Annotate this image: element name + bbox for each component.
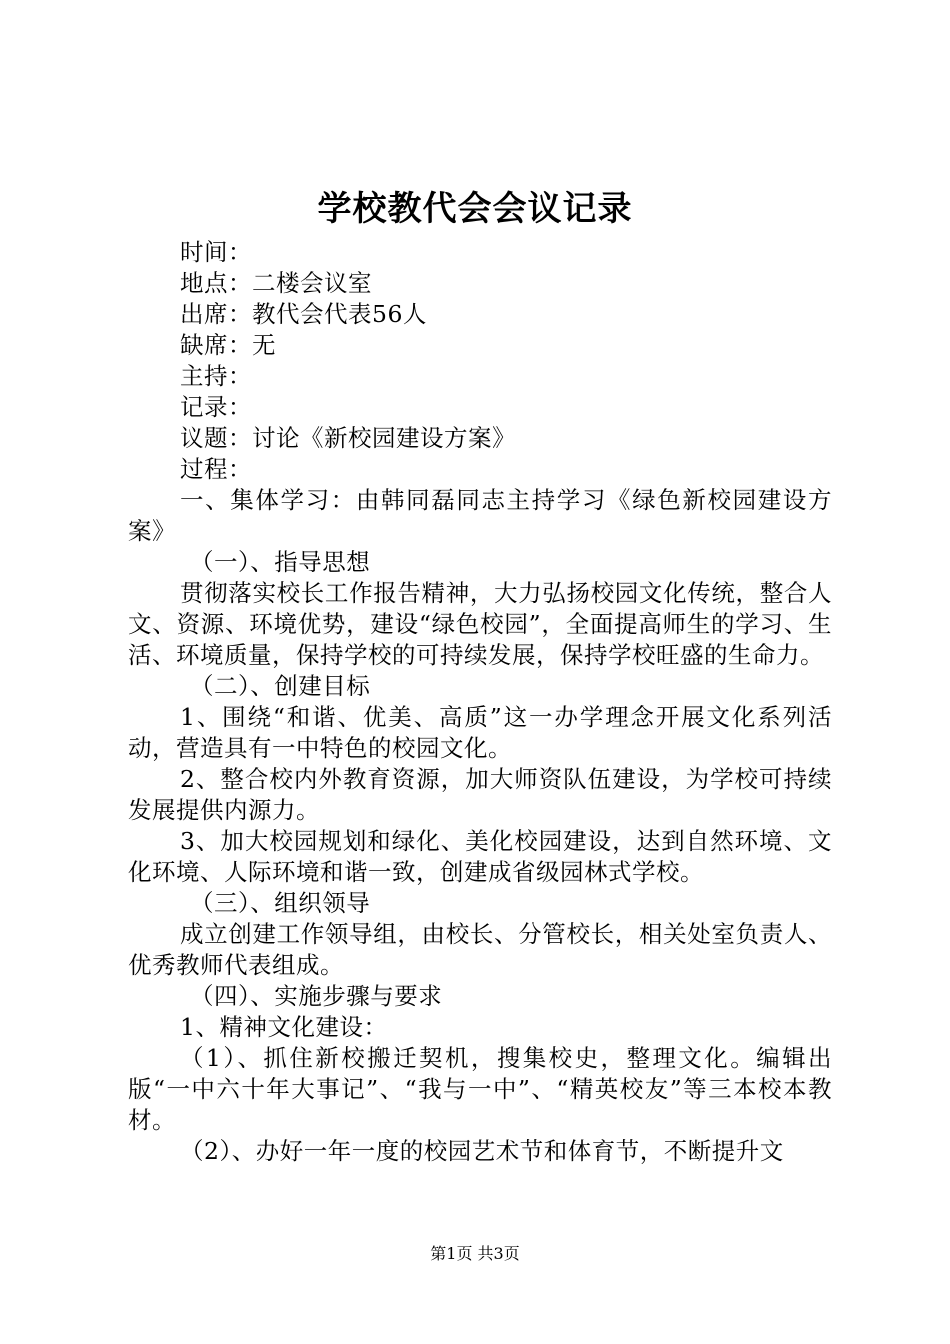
paragraph-process: 过程： bbox=[180, 455, 252, 483]
paragraph-goal-3: 3、加大校园规划和绿化、美化校园建设，达到自然环境、文化环境、人际环境和谐一致，创建成省级园林式学校。 bbox=[128, 827, 832, 886]
paragraph-section-1: 一、集体学习：由韩同磊同志主持学习《绿色新校园建设方案》 bbox=[128, 486, 832, 545]
paragraph-organization: 成立创建工作领导组，由校长、分管校长，相关处室负责人、优秀教师代表组成。 bbox=[128, 920, 832, 979]
paragraph-guiding-thought: 贯彻落实校长工作报告精神，大力弘扬校园文化传统，整合人文、资源、环境优势，建设“绿色校园”，全面提高师生的学习、生活、环境质量，保持学校的可持续发展，保持学校旺盛的生命力。 bbox=[128, 579, 832, 669]
paragraph-absence: 缺席：无 bbox=[180, 331, 276, 359]
paragraph-time: 时间： bbox=[180, 238, 252, 266]
paragraph-step-1: 1、精神文化建设： bbox=[180, 1013, 388, 1041]
paragraph-topic: 议题：讨论《新校园建设方案》 bbox=[180, 424, 516, 452]
heading-guiding-thought: （一）、指导思想 bbox=[190, 548, 371, 576]
document-body bbox=[128, 237, 832, 1167]
heading-organization: （三）、组织领导 bbox=[190, 889, 371, 917]
heading-steps: （四）、实施步骤与要求 bbox=[190, 982, 443, 1010]
page-footer: 第1页 共3页 bbox=[430, 1244, 520, 1263]
paragraph-location: 地点：二楼会议室 bbox=[180, 269, 372, 297]
paragraph-step-1-2: （2）、办好一年一度的校园艺术节和体育节，不断提升文 bbox=[180, 1137, 784, 1165]
paragraph-recorder: 记录： bbox=[180, 393, 252, 421]
document-title: 学校教代会会议记录 bbox=[317, 189, 633, 229]
paragraph-step-1-1: （1）、抓住新校搬迁契机，搜集校史，整理文化。编辑出版“一中六十年大事记”、“我与一中”、“精英校友”等三本校本教材。 bbox=[128, 1044, 832, 1134]
paragraph-attendance: 出席：教代会代表56人 bbox=[180, 300, 427, 328]
paragraph-host: 主持： bbox=[180, 362, 252, 390]
paragraph-goal-2: 2、整合校内外教育资源，加大师资队伍建设，为学校可持续发展提供内源力。 bbox=[128, 765, 832, 824]
paragraph-goal-1: 1、围绕“和谐、优美、高质”这一办学理念开展文化系列活动，营造具有一中特色的校园文化。 bbox=[128, 703, 832, 762]
heading-goals: （二）、创建目标 bbox=[190, 672, 371, 700]
